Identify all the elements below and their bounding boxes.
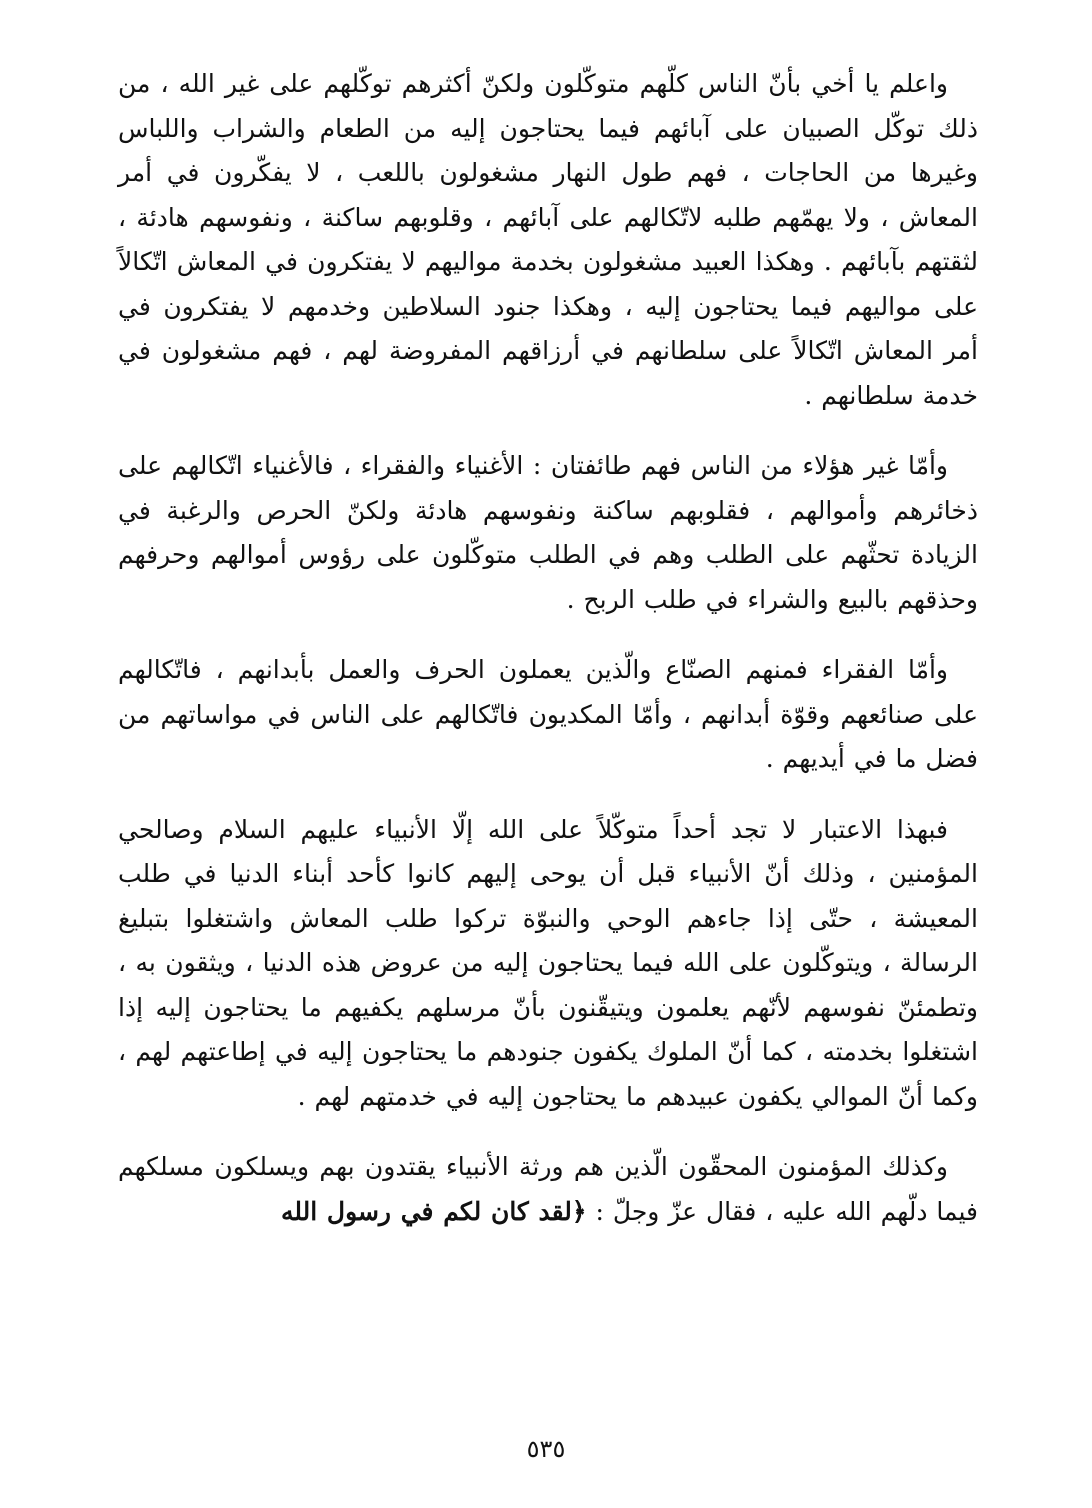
page-body [118, 62, 978, 1260]
paragraph-3 [118, 648, 978, 782]
paragraph-5-text: وكذلك المؤمنون المحقّون الّذين هم ورثة الأنبياء يقتدون بهم ويسلكون مسلكهم فيما دلّهم الله عليه ، فقال عزّ وجلّ : [118, 1152, 978, 1226]
page-number: ٥٣٥ [526, 1435, 566, 1463]
paragraph-1-text: واعلم يا أخي بأنّ الناس كلّهم متوكّلون ولكنّ أكثرهم توكّلهم على غير الله ، من ذلك توكّل الصبيان على آبائهم فيما يحتاجون إليه من الطعام والشراب واللباس وغيرها من الحاجات ، فهم طول النهار مشغولون باللعب ، لا يفكّرون في أمر المعاش ، ولا يهمّهم طلبه لاتّكالهم على آبائهم ، وقلوبهم ساكنة ، ونفوسهم هادئة ، لثقتهم بآبائهم . وهكذا العبيد مشغولون بخدمة مواليهم لا يفتكرون في المعاش اتّكالاً على مواليهم فيما يحتاجون إليه ، وهكذا جنود السلاطين وخدمهم لا يفتكرون في أمر المعاش اتّكالاً على سلطانهم في أرزاقهم المفروضة لهم ، فهم مشغولون في خدمة سلطانهم . [118, 69, 978, 410]
paragraph-1 [118, 62, 978, 418]
paragraph-4-text: فبهذا الاعتبار لا تجد أحداً متوكّلاً على الله إلّا الأنبياء عليهم السلام وصالحي المؤمنين ، وذلك أنّ الأنبياء قبل أن يوحى إليهم كانوا كأحد أبناء الدنيا في طلب المعيشة ، حتّى إذا جاءهم الوحي والنبوّة تركوا طلب المعاش واشتغلوا بتبليغ الرسالة ، ويتوكّلون على الله فيما يحتاجون إليه من عروض هذه الدنيا ، ويثقون به ، وتطمئنّ نفوسهم لأنّهم يعلمون ويتيقّنون بأنّ مرسلهم يكفيهم ما يحتاجون إليه إذا اشتغلوا بخدمته ، كما أنّ الملوك يكفون جنودهم ما يحتاجون إليه في إطاعتهم لهم ، وكما أنّ الموالي يكفون عبيدهم ما يحتاجون إليه في خدمتهم لهم . [118, 814, 978, 1111]
quran-quote: ﴿لقد كان لكم في رسول الله [280, 1196, 587, 1226]
paragraph-3-text: وأمّا الفقراء فمنهم الصنّاع والّذين يعملون الحرف والعمل بأبدانهم ، فاتّكالهم على صنائعهم وقوّة أبدانهم ، وأمّا المكديون فاتّكالهم على الناس في مواساتهم من فضل ما في أيديهم . [118, 655, 978, 773]
paragraph-4 [118, 808, 978, 1120]
paragraph-5 [118, 1145, 978, 1234]
paragraph-2 [118, 444, 978, 622]
paragraph-2-text: وأمّا غير هؤلاء من الناس فهم طائفتان : الأغنياء والفقراء ، فالأغنياء اتّكالهم على ذخائرهم وأموالهم ، فقلوبهم ساكنة ونفوسهم هادئة ولكنّ الحرص والرغبة في الزيادة تحثّهم على الطلب وهم في الطلب متوكّلون على رؤوس أموالهم وحرفهم وحذقهم بالبيع والشراء في طلب الربح . [118, 451, 978, 614]
